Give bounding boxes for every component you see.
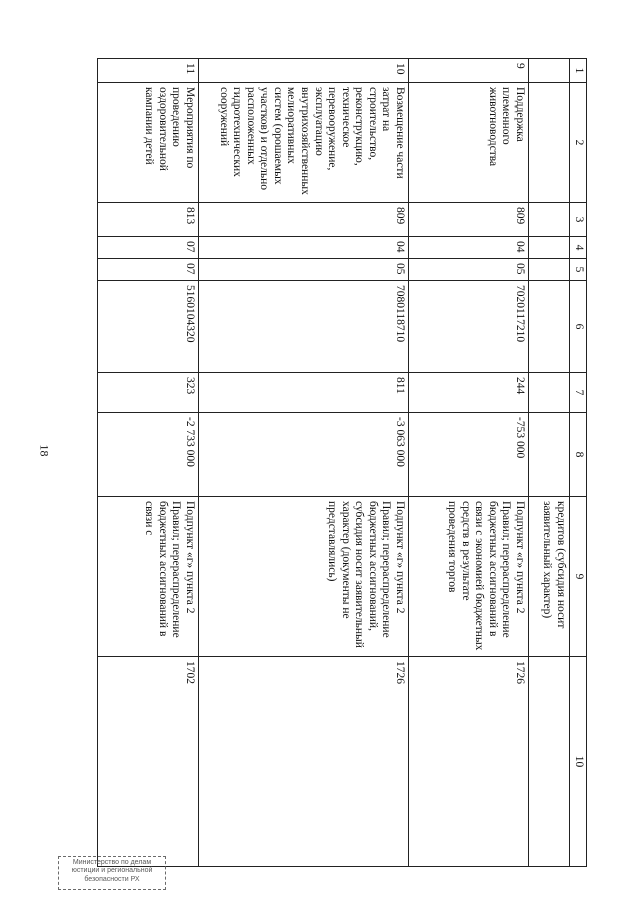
table-cell <box>529 203 570 237</box>
amount-cell: -753 000 <box>409 413 529 497</box>
table-cell: 809 <box>409 203 529 237</box>
header-cell: 3 <box>570 203 587 237</box>
page-number: 18 <box>37 444 52 457</box>
table-cell <box>529 59 570 83</box>
amount-cell: -2 733 000 <box>98 413 199 497</box>
table-cell: 07 <box>98 237 199 259</box>
registration-stamp <box>58 856 166 890</box>
table-cell <box>529 237 570 259</box>
basis-cell: Подпункт «г» пункта 2 Правил; перераспределение бюджетных ассигнований в связи с экономией бюджетных средств в результате проведения торгов <box>409 497 529 657</box>
header-cell: 6 <box>570 281 587 373</box>
table-cell: 05 <box>199 259 409 281</box>
amount-cell: -3 063 000 <box>199 413 409 497</box>
stamp-line: Министерство по делам <box>72 859 152 866</box>
table-cell: 1726 <box>199 657 409 867</box>
table-cell: 04 <box>409 237 529 259</box>
header-cell: 1 <box>570 59 587 83</box>
code-cell: 5160104320 <box>98 281 199 373</box>
header-cell: 5 <box>570 259 587 281</box>
header-cell: 7 <box>570 373 587 413</box>
measure-name-cell: Возмещение части затрат на строительство, реконструкцию, техническое перевооружение, эксплуатацию внутрихозяйственных мелиоративных систем (орошаемых участков) и отдельно расположенных гидротехнических сооружений <box>199 83 409 203</box>
measure-name-cell: Мероприятия по проведению оздоровительной кампании детей <box>98 83 199 203</box>
table-cell <box>529 281 570 373</box>
header-cell: 10 <box>570 657 587 867</box>
table-cell <box>529 373 570 413</box>
table-cell: 323 <box>98 373 199 413</box>
header-cell: 4 <box>570 237 587 259</box>
table-cell <box>529 413 570 497</box>
continuation-row <box>529 59 570 867</box>
continuation-basis-cell: кредитов (субсидия носит заявительный характер) <box>529 497 570 657</box>
table-cell <box>529 259 570 281</box>
header-row <box>570 59 587 867</box>
row-number-cell: 10 <box>199 59 409 83</box>
stamp-line: безопасности РХ <box>84 875 140 883</box>
table-cell: 813 <box>98 203 199 237</box>
table-cell: 244 <box>409 373 529 413</box>
row-number-cell: 9 <box>409 59 529 83</box>
budget-reallocation-table <box>97 58 587 867</box>
header-cell: 2 <box>570 83 587 203</box>
table-cell: 1702 <box>98 657 199 867</box>
table-cell <box>529 657 570 867</box>
table-row <box>98 59 199 867</box>
measure-name-cell: Поддержка племенного животноводства <box>409 83 529 203</box>
code-cell: 7020117210 <box>409 281 529 373</box>
table-cell: 07 <box>98 259 199 281</box>
basis-cell: Подпункт «г» пункта 2 Правил; перераспределение бюджетных ассигнований в связи с <box>98 497 199 657</box>
table-cell: 05 <box>409 259 529 281</box>
table-cell: 04 <box>199 237 409 259</box>
table-row <box>409 59 529 867</box>
table-cell: 811 <box>199 373 409 413</box>
basis-cell: Подпункт «г» пункта 2 Правил; перераспределение бюджетных ассигнований, субсидия носит заявительный характер (документы не представлялись) <box>199 497 409 657</box>
table-row <box>199 59 409 867</box>
stamp-line: юстиции и региональной <box>71 867 153 875</box>
table-cell: 809 <box>199 203 409 237</box>
header-cell: 8 <box>570 413 587 497</box>
table-cell <box>529 83 570 203</box>
table-container <box>97 58 587 866</box>
header-cell: 9 <box>570 497 587 657</box>
table-cell: 1726 <box>409 657 529 867</box>
rotated-table-frame <box>97 58 587 866</box>
row-number-cell: 11 <box>98 59 199 83</box>
code-cell: 7080118710 <box>199 281 409 373</box>
